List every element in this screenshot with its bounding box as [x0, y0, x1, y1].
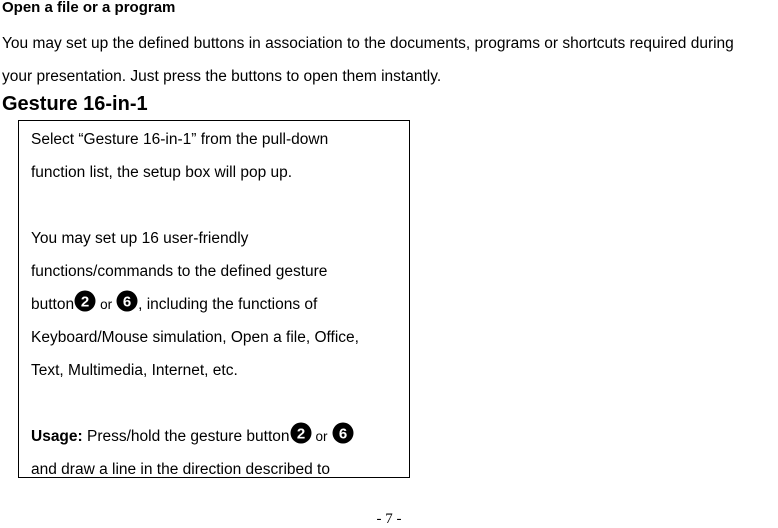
usage-label: Usage: [31, 428, 83, 445]
intro-line-2: your presentation. Just press the buttons to open them instantly. [2, 68, 442, 85]
select-instruction-line-2: function list, the setup box will pop up. [31, 164, 293, 181]
usage-text: Press/hold the gesture button [82, 428, 290, 445]
intro-paragraph [2, 27, 778, 93]
or-word: or [100, 297, 113, 312]
select-instruction-line-1: Select “Gesture 16-in-1” from the pull-down [31, 131, 329, 148]
usage-line-2: and draw a line in the direction described to [31, 461, 330, 478]
intro-line-1: You may set up the defined buttons in association to the documents, programs or shortcuts required during [2, 35, 734, 52]
paragraph-gap [31, 387, 406, 420]
section-heading-open-file: Open a file or a program [2, 0, 176, 16]
usage-line-1 [31, 420, 406, 453]
number-two-circle-icon [290, 422, 312, 444]
number-two-circle-icon [74, 290, 96, 312]
or-word: or [315, 429, 328, 444]
number-six-circle-icon [116, 290, 138, 312]
paragraph-gap [31, 189, 406, 222]
gesture-info-box [18, 120, 410, 478]
number-six-circle-icon [332, 422, 354, 444]
page-number: - 7 - [376, 511, 402, 527]
functions-text: , including the functions of [138, 296, 318, 313]
icon-number-two: 2 [80, 293, 90, 311]
button-word: button [31, 296, 75, 313]
setup-description-line-2: functions/commands to the defined gesture [31, 263, 328, 280]
icon-number-six: 6 [338, 425, 347, 443]
section-heading-gesture: Gesture 16-in-1 [2, 93, 148, 115]
setup-description-line-1: You may set up 16 user-friendly [31, 230, 249, 247]
setup-description-line-3 [31, 288, 406, 321]
setup-description-line-4: Keyboard/Mouse simulation, Open a file, Office, [31, 329, 359, 346]
gesture-info-text [31, 123, 406, 478]
icon-number-two: 2 [296, 425, 305, 443]
setup-description-line-5: Text, Multimedia, Internet, etc. [31, 362, 238, 379]
icon-number-six: 6 [122, 293, 132, 311]
